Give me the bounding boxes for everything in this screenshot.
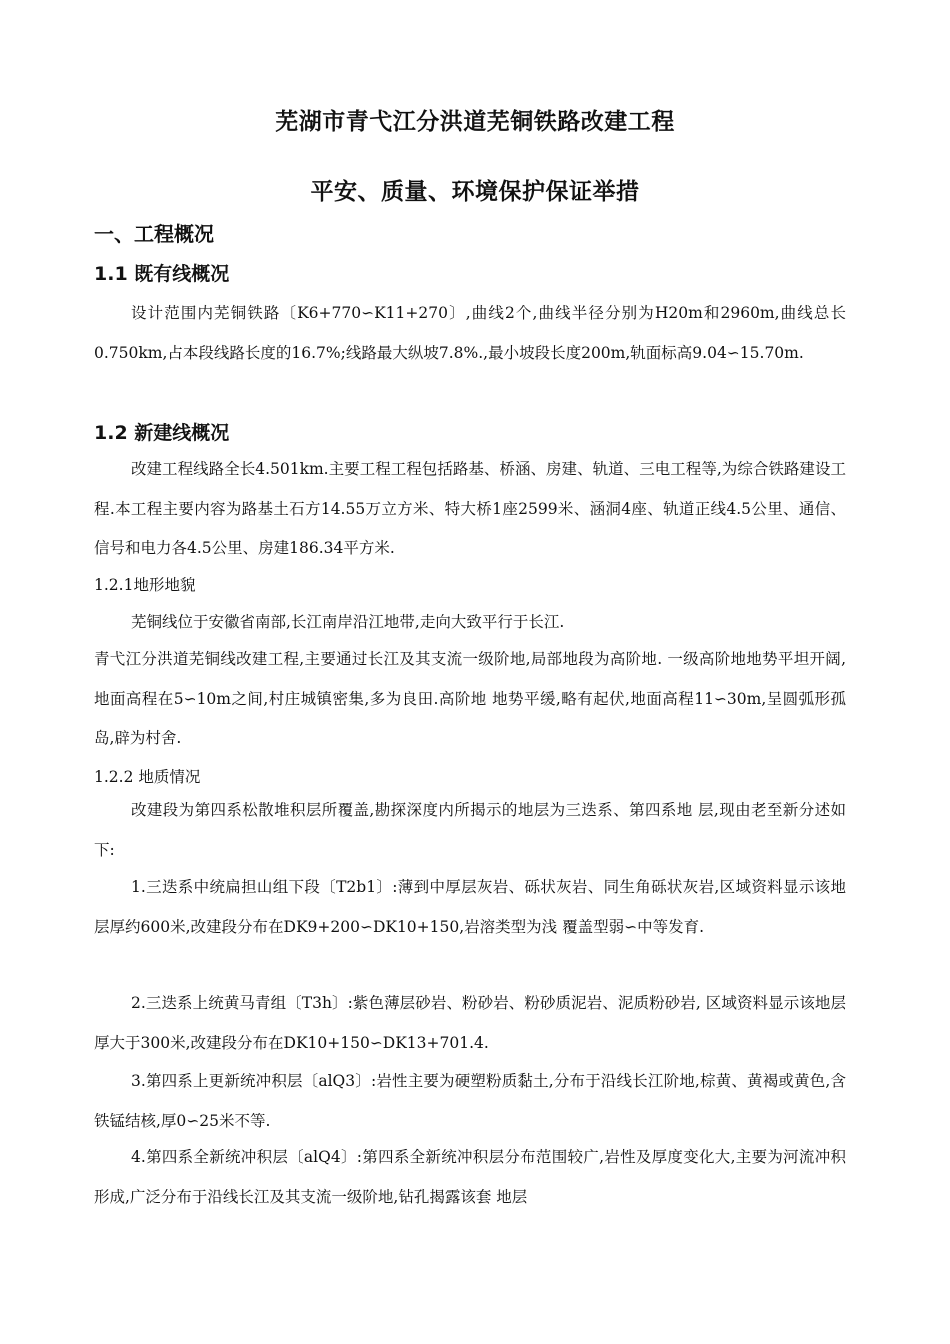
section-heading-1-2: 1.2 新建线概况 <box>94 422 230 444</box>
section-heading-1-2-2: 1.2.2 地质情况 <box>94 768 201 786</box>
paragraph-new-line: 改建工程线路全长4.501km.主要工程工程包括路基、桥涵、房建、轨道、三电工程等,为综合铁路建设工程.本工程主要内容为路基土石方14.55万立方米、特大桥1座2599米、涵洞4座、轨道正线4.5公里、通信、信号和电力各4.5公里、房建186.34平方米. <box>94 460 846 557</box>
list-item-geology-2: 2.三迭系上统黄马青组〔T3h〕:紫色薄层砂岩、粉砂岩、粉砂质泥岩、泥质粉砂岩, 区域资料显示该地层厚大于300米,改建段分布在DK10+150∽DK13+701.4. <box>94 994 846 1052</box>
list-item-geology-3: 3.第四系上更新统冲积层〔alQ3〕:岩性主要为硬塑粉质黏土,分布于沿线长江阶地,棕黄、黄褐或黄色,含铁锰结核,厚0∽25米不等. <box>94 1072 846 1130</box>
section-heading-1: 一、工程概况 <box>94 222 214 246</box>
paragraph-existing-line: 设计范围内芜铜铁路〔K6+770∽K11+270〕,曲线2个,曲线半径分别为H20m和2960m,曲线总长0.750km,占本段线路长度的16.7%;线路最大纵坡7.8%.,最小坡段长度200m,轨面标高9.04∽15.70m. <box>94 304 846 362</box>
section-heading-1-2-1: 1.2.1地形地貌 <box>94 576 196 594</box>
document-title: 芜湖市青弋江分洪道芜铜铁路改建工程 <box>275 109 675 135</box>
paragraph-terrain-line1: 芜铜线位于安徽省南部,长江南岸沿江地带,走向大致平行于长江. <box>131 613 565 631</box>
paragraph-geology: 改建段为第四系松散堆积层所覆盖,勘探深度内所揭示的地层为三迭系、第四系地 层,现由老至新分述如下: <box>94 801 846 859</box>
list-item-geology-1: 1.三迭系中统扁担山组下段〔T2b1〕:薄到中厚层灰岩、砾状灰岩、同生角砾状灰岩,区域资料显示该地层厚约600米,改建段分布在DK9+200∽DK10+150,岩溶类型为浅 覆盖型弱∽中等发育. <box>94 878 846 936</box>
paragraph-terrain: 青弋江分洪道芜铜线改建工程,主要通过长江及其支流一级阶地,局部地段为高阶地. 一级高阶地地势平坦开阔,地面高程在5∽10m之间,村庄城镇密集,多为良田.高阶地 地势平缓,略有起伏,地面高程11∽30m,呈圆弧形孤岛,辟为村舍. <box>94 650 846 747</box>
section-heading-1-1: 1.1 既有线概况 <box>94 263 230 285</box>
list-item-geology-4: 4.第四系全新统冲积层〔alQ4〕:第四系全新统冲积层分布范围较广,岩性及厚度变化大,主要为河流冲积形成,广泛分布于沿线长江及其支流一级阶地,钻孔揭露该套 地层 <box>94 1148 846 1206</box>
document-subtitle: 平安、质量、环境保护保证举措 <box>310 179 640 205</box>
